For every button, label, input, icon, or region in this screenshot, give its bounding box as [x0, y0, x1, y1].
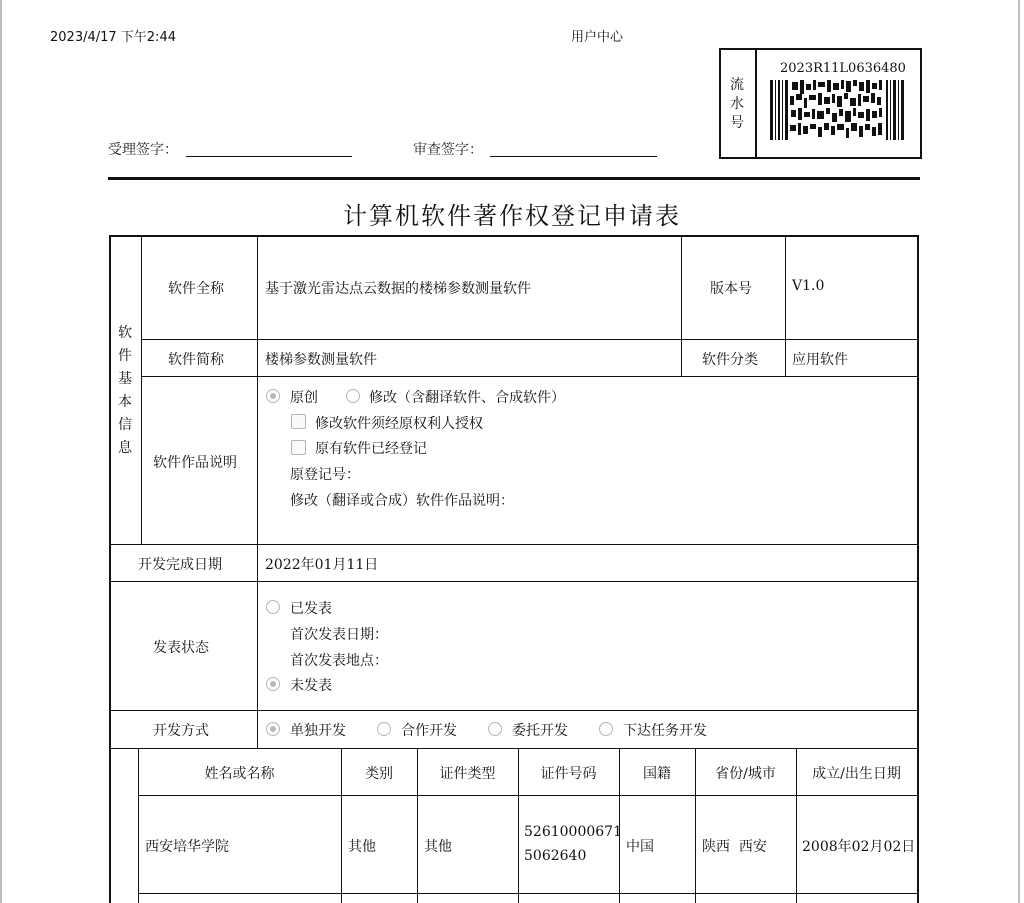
registered-label: 原有软件已经登记: [315, 441, 427, 457]
print-datetime: 2023/4/17 下午2:44: [50, 30, 176, 45]
section-char-6: 息: [118, 440, 132, 456]
category-value: 应用软件: [792, 352, 848, 368]
dev-mode-option-solo: 单独开发: [290, 723, 346, 739]
row-line-5: [109, 710, 918, 711]
dev-mode-label: 开发方式: [153, 723, 209, 739]
first-place-label: 首次发表地点：: [290, 653, 388, 669]
owner-header-id-number: 证件号码: [540, 766, 597, 782]
dev-mode-radio-commission[interactable]: [488, 722, 502, 736]
section-char-4: 本: [118, 394, 132, 410]
published-radio[interactable]: [266, 600, 280, 614]
modified-label: 修改（含翻译软件、合成软件）: [369, 390, 565, 406]
modified-radio[interactable]: [346, 389, 360, 403]
registered-checkbox[interactable]: [291, 440, 306, 455]
accept-signature-label: 受理签字：: [108, 142, 178, 158]
review-signature-line: [490, 156, 657, 157]
owner-header-region: 省份/城市: [715, 766, 776, 782]
barcode-image: [770, 80, 906, 140]
first-date-label: 首次发表日期：: [290, 627, 388, 643]
owner-header-nationality: 国籍: [643, 766, 671, 782]
owner-type: 其他: [348, 839, 376, 855]
version-label: 版本号: [710, 281, 752, 297]
header-separator: [108, 177, 920, 180]
serial-label-1: 流: [730, 77, 744, 93]
published-label: 已发表: [290, 601, 332, 617]
owner-name: 西安培华学院: [145, 839, 229, 855]
serial-label-2: 水: [730, 96, 744, 112]
version-value: V1.0: [792, 278, 825, 294]
serial-label-3: 号: [730, 115, 744, 131]
authorized-label: 修改软件须经原权利人授权: [315, 416, 483, 432]
owner-region: 陕西 西安: [702, 839, 767, 855]
short-name-label: 软件简称: [168, 352, 224, 368]
work-desc-label: 软件作品说明: [153, 455, 237, 471]
row-line-3: [109, 544, 918, 545]
owner-id-number-line2: 5062640: [524, 848, 587, 864]
serial-box-divider: [755, 48, 757, 157]
section-char-3: 基: [118, 371, 132, 387]
original-label: 原创: [290, 390, 318, 406]
category-label: 软件分类: [702, 352, 758, 368]
table-left-border: [109, 235, 111, 903]
page-left-edge: [0, 0, 2, 903]
original-radio[interactable]: [266, 389, 280, 403]
row-line-2: [141, 376, 918, 377]
accept-signature-line: [186, 156, 352, 157]
review-signature-label: 审查签字：: [413, 142, 483, 158]
owner-header-type: 类别: [365, 766, 393, 782]
owner-date: 2008年02月02日: [802, 839, 916, 855]
unpublished-label: 未发表: [290, 678, 332, 694]
orig-reg-no-label: 原登记号：: [290, 467, 360, 483]
dev-mode-option-commission: 委托开发: [512, 723, 568, 739]
owner-header-date: 成立/出生日期: [812, 766, 901, 782]
dev-mode-option-task: 下达任务开发: [623, 723, 707, 739]
print-page-title: 用户中心: [571, 30, 624, 45]
owner-row-line: [138, 893, 918, 894]
owner-nationality: 中国: [626, 839, 654, 855]
full-name-value: 基于激光雷达点云数据的楼梯参数测量软件: [265, 281, 531, 297]
row-line-1: [141, 339, 918, 340]
dev-mode-radio-solo[interactable]: [266, 722, 280, 736]
unpublished-radio[interactable]: [266, 677, 280, 691]
table-top-border: [109, 235, 919, 237]
table-right-border: [917, 235, 919, 903]
short-name-value: 楼梯参数测量软件: [265, 352, 377, 368]
form-title: 计算机软件著作权登记申请表: [343, 202, 681, 230]
label-value-divider: [257, 235, 258, 748]
version-label-divider-left: [681, 235, 682, 377]
owner-header-name: 姓名或名称: [204, 766, 275, 782]
dev-date-label: 开发完成日期: [138, 557, 222, 573]
section-char-2: 件: [118, 348, 132, 364]
mod-desc-label: 修改（翻译或合成）软件作品说明：: [290, 493, 514, 509]
row-line-4: [109, 581, 918, 582]
full-name-label: 软件全称: [168, 281, 224, 297]
section-label-divider: [141, 235, 142, 544]
owner-header-id-type: 证件类型: [439, 766, 496, 782]
version-label-divider-right: [785, 235, 786, 377]
dev-mode-option-coop: 合作开发: [401, 723, 457, 739]
page-right-edge: [1018, 0, 1020, 903]
dev-mode-radio-task[interactable]: [599, 722, 613, 736]
publish-label: 发表状态: [153, 640, 209, 656]
owner-id-number-line1: 52610000671: [524, 824, 622, 840]
owner-id-type: 其他: [424, 839, 452, 855]
section-char-5: 信: [118, 417, 132, 433]
dev-mode-radio-coop[interactable]: [377, 722, 391, 736]
authorized-checkbox[interactable]: [291, 414, 306, 429]
serial-number: 2023R11L0636480: [780, 61, 906, 76]
owner-header-line: [138, 795, 918, 796]
section-char-1: 软: [118, 325, 132, 341]
dev-date-value: 2022年01月11日: [265, 557, 379, 573]
